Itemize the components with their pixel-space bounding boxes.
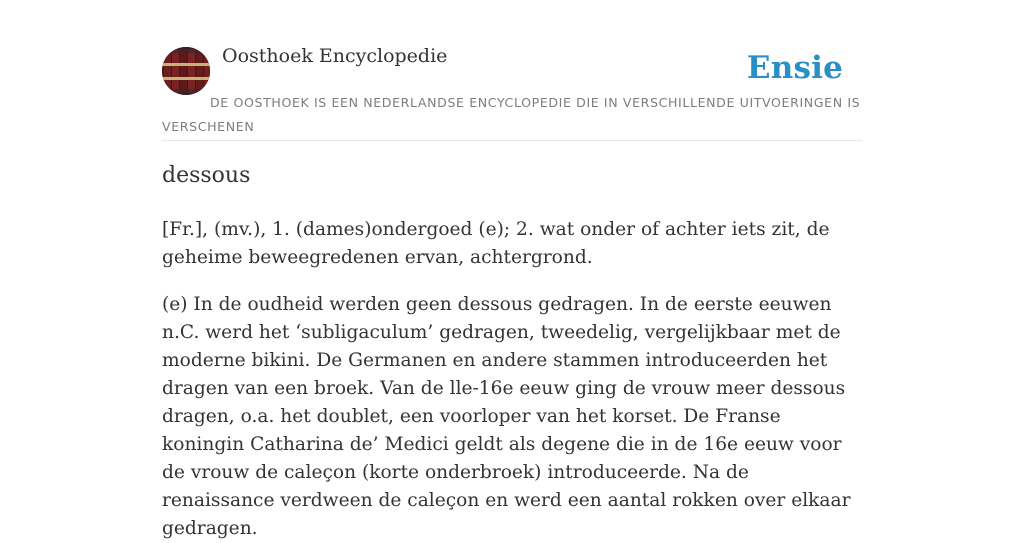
site-name-link[interactable]: Oosthoek Encyclopedie	[222, 45, 448, 67]
site-header	[162, 0, 862, 141]
page	[162, 0, 862, 539]
encyclopedia-books-avatar-icon[interactable]	[162, 47, 210, 95]
article-paragraph-1: [Fr.], (mv.), 1. (dames)ondergoed (e); 2. wat onder of achter iets zit, de geheime beweegredenen ervan, achtergrond.	[162, 219, 830, 268]
ensie-logo[interactable]: Ensie	[746, 50, 843, 86]
site-tagline: DE OOSTHOEK IS EEN NEDERLANDSE ENCYCLOPEDIE DIE IN VERSCHILLENDE UITVOERINGEN IS VERSCHENEN	[162, 95, 861, 134]
article-paragraph-2: (e) In de oudheid werden geen dessous gedragen. In de eerste eeuwen n.C. werd het ‘subligaculum’ gedragen, tweedelig, vergelijkbaar met de moderne bikini. De Germanen en andere stammen introduceerden het dragen van een broek. Van de lle-16e eeuw ging de vrouw meer dessous dragen, o.a. het doublet, een voorloper van het korset. De Franse koningin Catharina de’ Medici geldt als degene die in de 16e eeuw voor de vrouw de caleçon (korte onderbroek) introduceerde. Na de renaissance verdween de caleçon en werd een aantal rokken over elkaar gedragen.	[162, 294, 851, 539]
article-title: dessous	[162, 163, 251, 188]
